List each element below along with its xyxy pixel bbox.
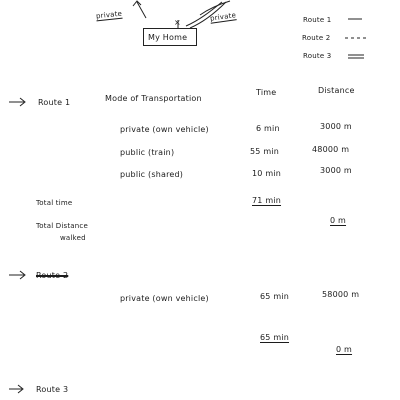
route1-row2-time: 55 min — [250, 147, 280, 156]
route2-label: Route 2 — [36, 271, 69, 280]
arrow-icon-route2 — [9, 271, 25, 279]
arrow-icon-route3 — [9, 385, 23, 393]
legend-route-3: Route 3 — [303, 52, 332, 60]
total-walk-label-line2: walked — [60, 234, 86, 242]
route1-total-time: 71 min — [252, 196, 282, 205]
route1-row3-time: 10 min — [252, 169, 282, 178]
route1-total-walk: 0 m — [330, 216, 347, 225]
header-time: Time — [256, 88, 277, 97]
route1-row3-distance: 3000 m — [320, 166, 352, 175]
route2-row1-time: 65 min — [260, 292, 290, 301]
route1-row1-distance: 3000 m — [320, 122, 352, 131]
route1-label: Route 1 — [38, 98, 71, 107]
route1-row1-mode: private (own vehicle) — [120, 125, 209, 134]
home-label: My Home — [148, 33, 188, 42]
total-time-label: Total time — [36, 199, 73, 207]
route1-row3-mode: public (shared) — [120, 170, 184, 179]
route1-row2-mode: public (train) — [120, 148, 175, 157]
sketch-label-private-left: private — [95, 9, 123, 21]
legend-route-1: Route 1 — [303, 16, 332, 24]
header-mode: Mode of Transportation — [105, 94, 202, 103]
route1-row1-time: 6 min — [256, 124, 280, 133]
route2-row1-mode: private (own vehicle) — [120, 294, 209, 303]
header-distance: Distance — [318, 86, 355, 95]
legend-route-2: Route 2 — [302, 34, 331, 42]
total-walk-label-line1: Total Distance — [36, 222, 88, 230]
route1-row2-distance: 48000 m — [312, 145, 350, 154]
svg-text:×: × — [174, 18, 181, 27]
route2-total-time: 65 min — [260, 333, 290, 342]
route2-row1-distance: 58000 m — [322, 290, 360, 299]
arrow-icon-route1 — [9, 98, 25, 106]
route3-label: Route 3 — [36, 385, 69, 394]
route2-total-walk: 0 m — [336, 345, 353, 354]
sketch-label-private-right: private — [209, 11, 237, 23]
